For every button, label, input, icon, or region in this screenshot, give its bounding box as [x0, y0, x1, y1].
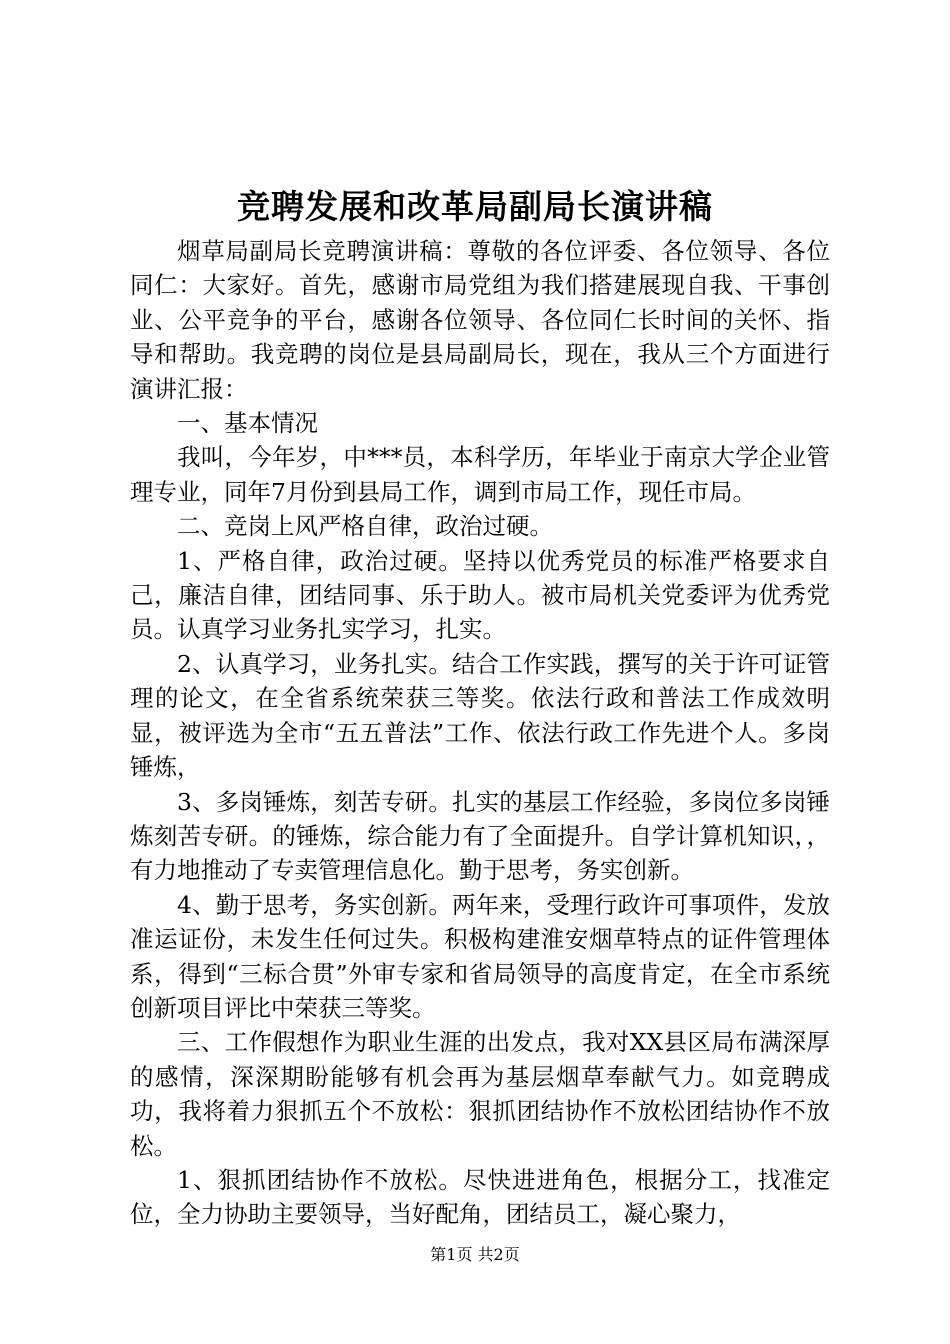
paragraph-work-plan-1: 1、狠抓团结协作不放松。尽快进进角色，根据分工，找准定位，全力协助主要领导，当好配角，团结员工，凝心聚力，: [130, 1165, 830, 1229]
page-footer: 第1页 共2页: [430, 1245, 520, 1264]
paragraph-advantage-2: 2、认真学习，业务扎实。结合工作实践，撰写的关于许可证管理的论文，在全省系统荣获三等奖。依法行政和普法工作成效明显，被评选为全市“五五普法”工作、依法行政工作先进个人。多岗锤炼，: [130, 649, 830, 782]
paragraph-advantage-1: 1、严格自律，政治过硬。坚持以优秀党员的标准严格要求自己，廉洁自律，团结同事、乐于助人。被市局机关党委评为优秀党员。认真学习业务扎实学习，扎实。: [130, 546, 830, 644]
paragraph-intro: 烟草局副局长竞聘演讲稿：尊敬的各位评委、各位领导、各位同仁：大家好。首先，感谢市局党组为我们搭建展现自我、干事创业、公平竞争的平台，感谢各位领导、各位同仁长时间的关怀、指导和帮助。我竞聘的岗位是县局副局长，现在，我从三个方面进行演讲汇报：: [130, 237, 830, 403]
document-body: [130, 234, 830, 1232]
paragraph-basic-info: 我叫，今年岁，中***员，本科学历，年毕业于南京大学企业管理专业，同年7月份到县局工作，调到市局工作，现任市局。: [130, 443, 830, 506]
section-heading-basic-info: 一、基本情况: [177, 409, 318, 438]
paragraph-advantage-3: 3、多岗锤炼，刻苦专研。扎实的基层工作经验，多岗位多岗锤炼刻苦专研。的锤炼，综合能力有了全面提升。自学计算机知识，，有力地推动了专卖管理信息化。勤于思考，务实创新。: [130, 787, 830, 885]
section-heading-advantages: 二、竞岗上风严格自律，政治过硬。: [177, 512, 553, 541]
document-title: 竞聘发展和改革局副局长演讲稿: [237, 187, 713, 226]
paragraph-advantage-4: 4、勤于思考，务实创新。两年来，受理行政许可事项件，发放准运证份，未发生任何过失。积极构建淮安烟草特点的证件管理体系，得到“三标合贯”外审专家和省局领导的高度肯定，在全市系统创新项目评比中荣获三等奖。: [130, 890, 830, 1022]
section-heading-work-plan: 三、工作假想作为职业生涯的出发点，我对XX县区局布满深厚的感情，深深期盼能够有机会再为基层烟草奉献气力。如竞聘成功，我将着力狠抓五个不放松：狠抓团结协作不放松团结协作不放松。: [130, 1028, 830, 1160]
